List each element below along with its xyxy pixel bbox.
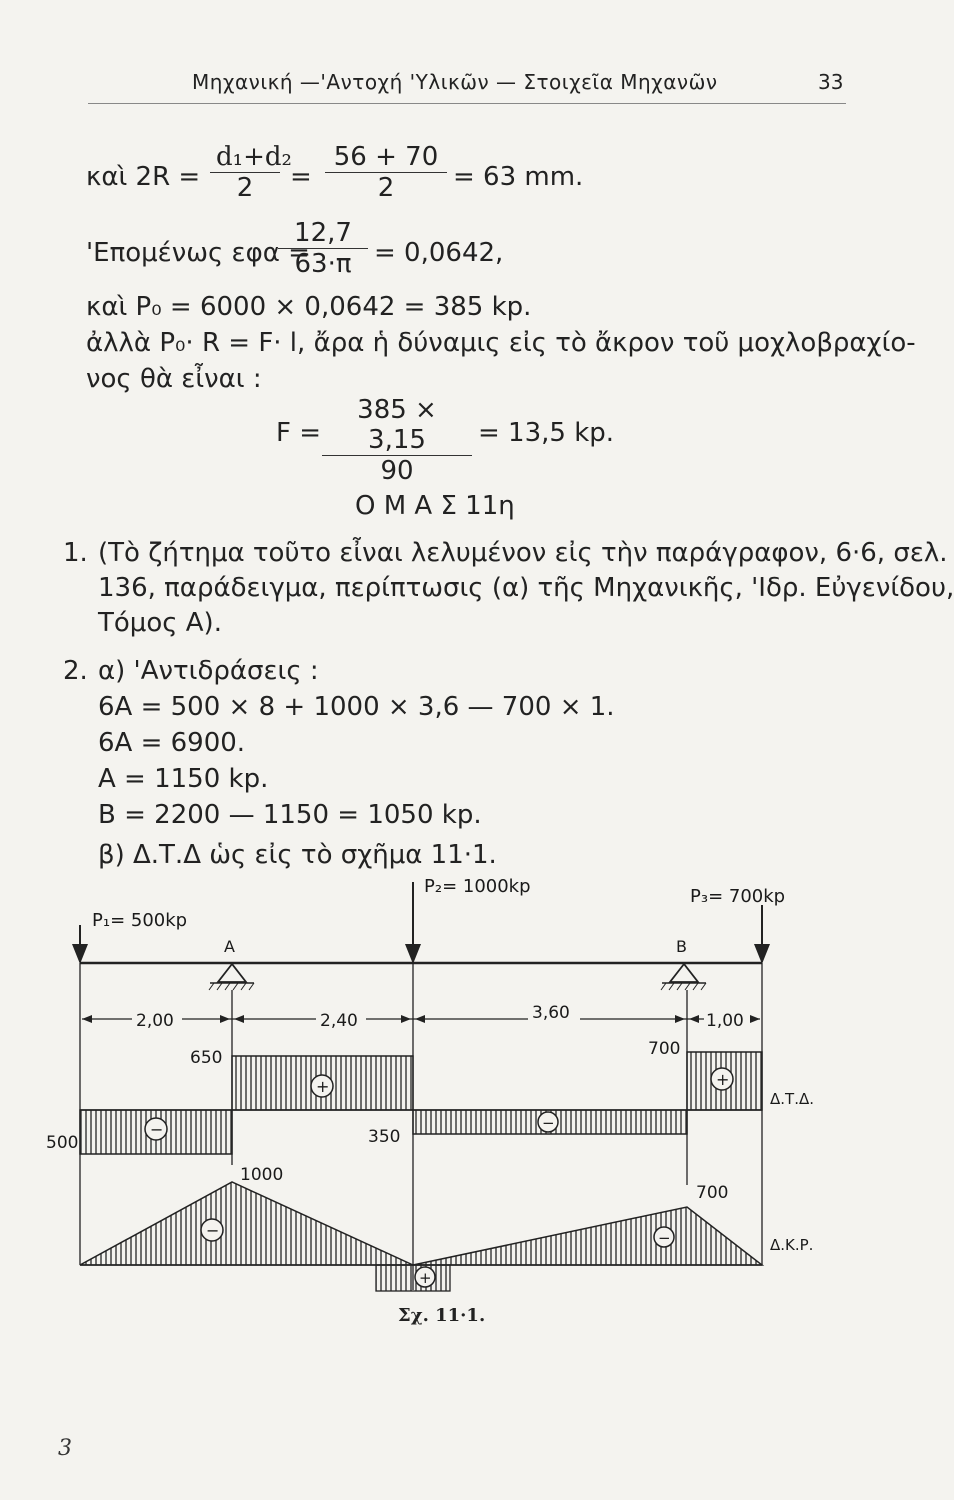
item2-number: 2. [63, 656, 88, 686]
item2-eq2: 6A = 6900. [98, 728, 246, 758]
eq1-prefix: καὶ 2R = [86, 162, 201, 192]
section-title: Ο Μ Α Σ 11η [355, 491, 515, 521]
item1-line3: Τόμος Α). [98, 608, 222, 638]
moment-region-1 [80, 1182, 413, 1265]
moment-value-1000: 1000 [240, 1165, 284, 1185]
signature-mark: 3 [58, 1436, 72, 1461]
support-b-hatch [661, 983, 706, 990]
moment-sign-3-text: + [419, 1269, 432, 1287]
moment-value-700: 700 [696, 1183, 729, 1203]
support-b [670, 964, 698, 982]
eq2-prefix: 'Επομένως εφα = [86, 238, 310, 268]
item1-line2: 136, παράδειγμα, περίπτωσις (α) τῆς Μηχανικῆς, 'Ιδρ. Εὐγενίδου, [98, 573, 954, 603]
figure-caption: Σχ. 11·1. [398, 1305, 486, 1326]
item2-eq3: A = 1150 kp. [98, 764, 269, 794]
support-label-b: B [676, 937, 687, 956]
shear-value-350: 350 [368, 1127, 401, 1147]
eq5-result: = 13,5 kp. [478, 418, 615, 448]
load-label-p3: P₃= 700kp [690, 886, 786, 907]
running-title: Μηχανική —'Αντοχή 'Υλικῶν — Στοιχεῖα Μηχανῶν [192, 70, 718, 94]
shear-value-650: 650 [190, 1048, 223, 1068]
shear-sign-1-text: − [150, 1120, 164, 1139]
dim-label-3: 3,60 [532, 1003, 570, 1023]
eq5-den: 90 [380, 456, 414, 486]
item2-eq4: B = 2200 — 1150 = 1050 kp. [98, 800, 482, 830]
shear-diagram-label: Δ.Τ.Δ. [770, 1090, 814, 1108]
shear-value-700: 700 [648, 1039, 681, 1059]
eq4-line2: νος θὰ εἶναι : [86, 364, 262, 394]
shear-sign-3-text: − [542, 1114, 555, 1132]
item2-a-title: α) 'Αντιδράσεις : [98, 656, 319, 686]
dim-label-2: 2,40 [320, 1011, 358, 1031]
eq5-num: 385 × 3,15 [322, 395, 472, 456]
support-label-a: A [224, 937, 235, 956]
eq1-den1: 2 [236, 173, 254, 203]
dim-label-4: 1,00 [706, 1011, 744, 1031]
eq1-den2: 2 [377, 173, 395, 203]
eq5-prefix: F = [276, 418, 322, 448]
eq4-line1: ἀλλὰ P₀· R = F· l, ἄρα ἡ δύναμις εἰς τὸ ἄκρον τοῦ μοχλοβραχίο- [86, 328, 916, 358]
eq1-result: = 63 mm. [453, 162, 584, 192]
support-a [218, 964, 246, 982]
shear-sign-4-text: + [716, 1070, 730, 1089]
eq2-result: = 0,0642, [374, 238, 504, 268]
load-label-p1: P₁= 500kp [92, 910, 188, 931]
eq1-num2: 56 + 70 [325, 142, 447, 173]
eq1-equals: = [290, 162, 312, 192]
dim-label-1: 2,00 [136, 1011, 174, 1031]
moment-sign-1-text: − [206, 1221, 220, 1240]
moment-diagram-label: Δ.Κ.Ρ. [770, 1236, 814, 1254]
item1-line1: (Τὸ ζήτημα τοῦτο εἶναι λελυμένον εἰς τὴν παράγραφον, 6·6, σελ. [98, 538, 948, 568]
page-number: 33 [818, 70, 844, 94]
load-label-p2: P₂= 1000kp [424, 876, 531, 897]
moment-region-3 [376, 1265, 450, 1291]
item2-eq1: 6A = 500 × 8 + 1000 × 3,6 — 700 × 1. [98, 692, 615, 722]
moment-region-2 [413, 1207, 762, 1265]
eq3-line: καὶ P₀ = 6000 × 0,0642 = 385 kp. [86, 292, 532, 322]
eq1-num1: d₁+d₂ [210, 142, 280, 173]
eq2-den: 63·π [294, 249, 352, 279]
shear-sign-2-text: + [316, 1077, 330, 1096]
eq2-num: 12,7 [278, 218, 368, 249]
item1-number: 1. [63, 538, 88, 568]
item2-b-title: β) Δ.Τ.Δ ὡς εἰς τὸ σχῆμα 11·1. [98, 840, 497, 870]
shear-value-500: 500 [46, 1133, 79, 1153]
support-a-hatch [209, 983, 254, 990]
moment-sign-2-text: − [658, 1229, 671, 1247]
